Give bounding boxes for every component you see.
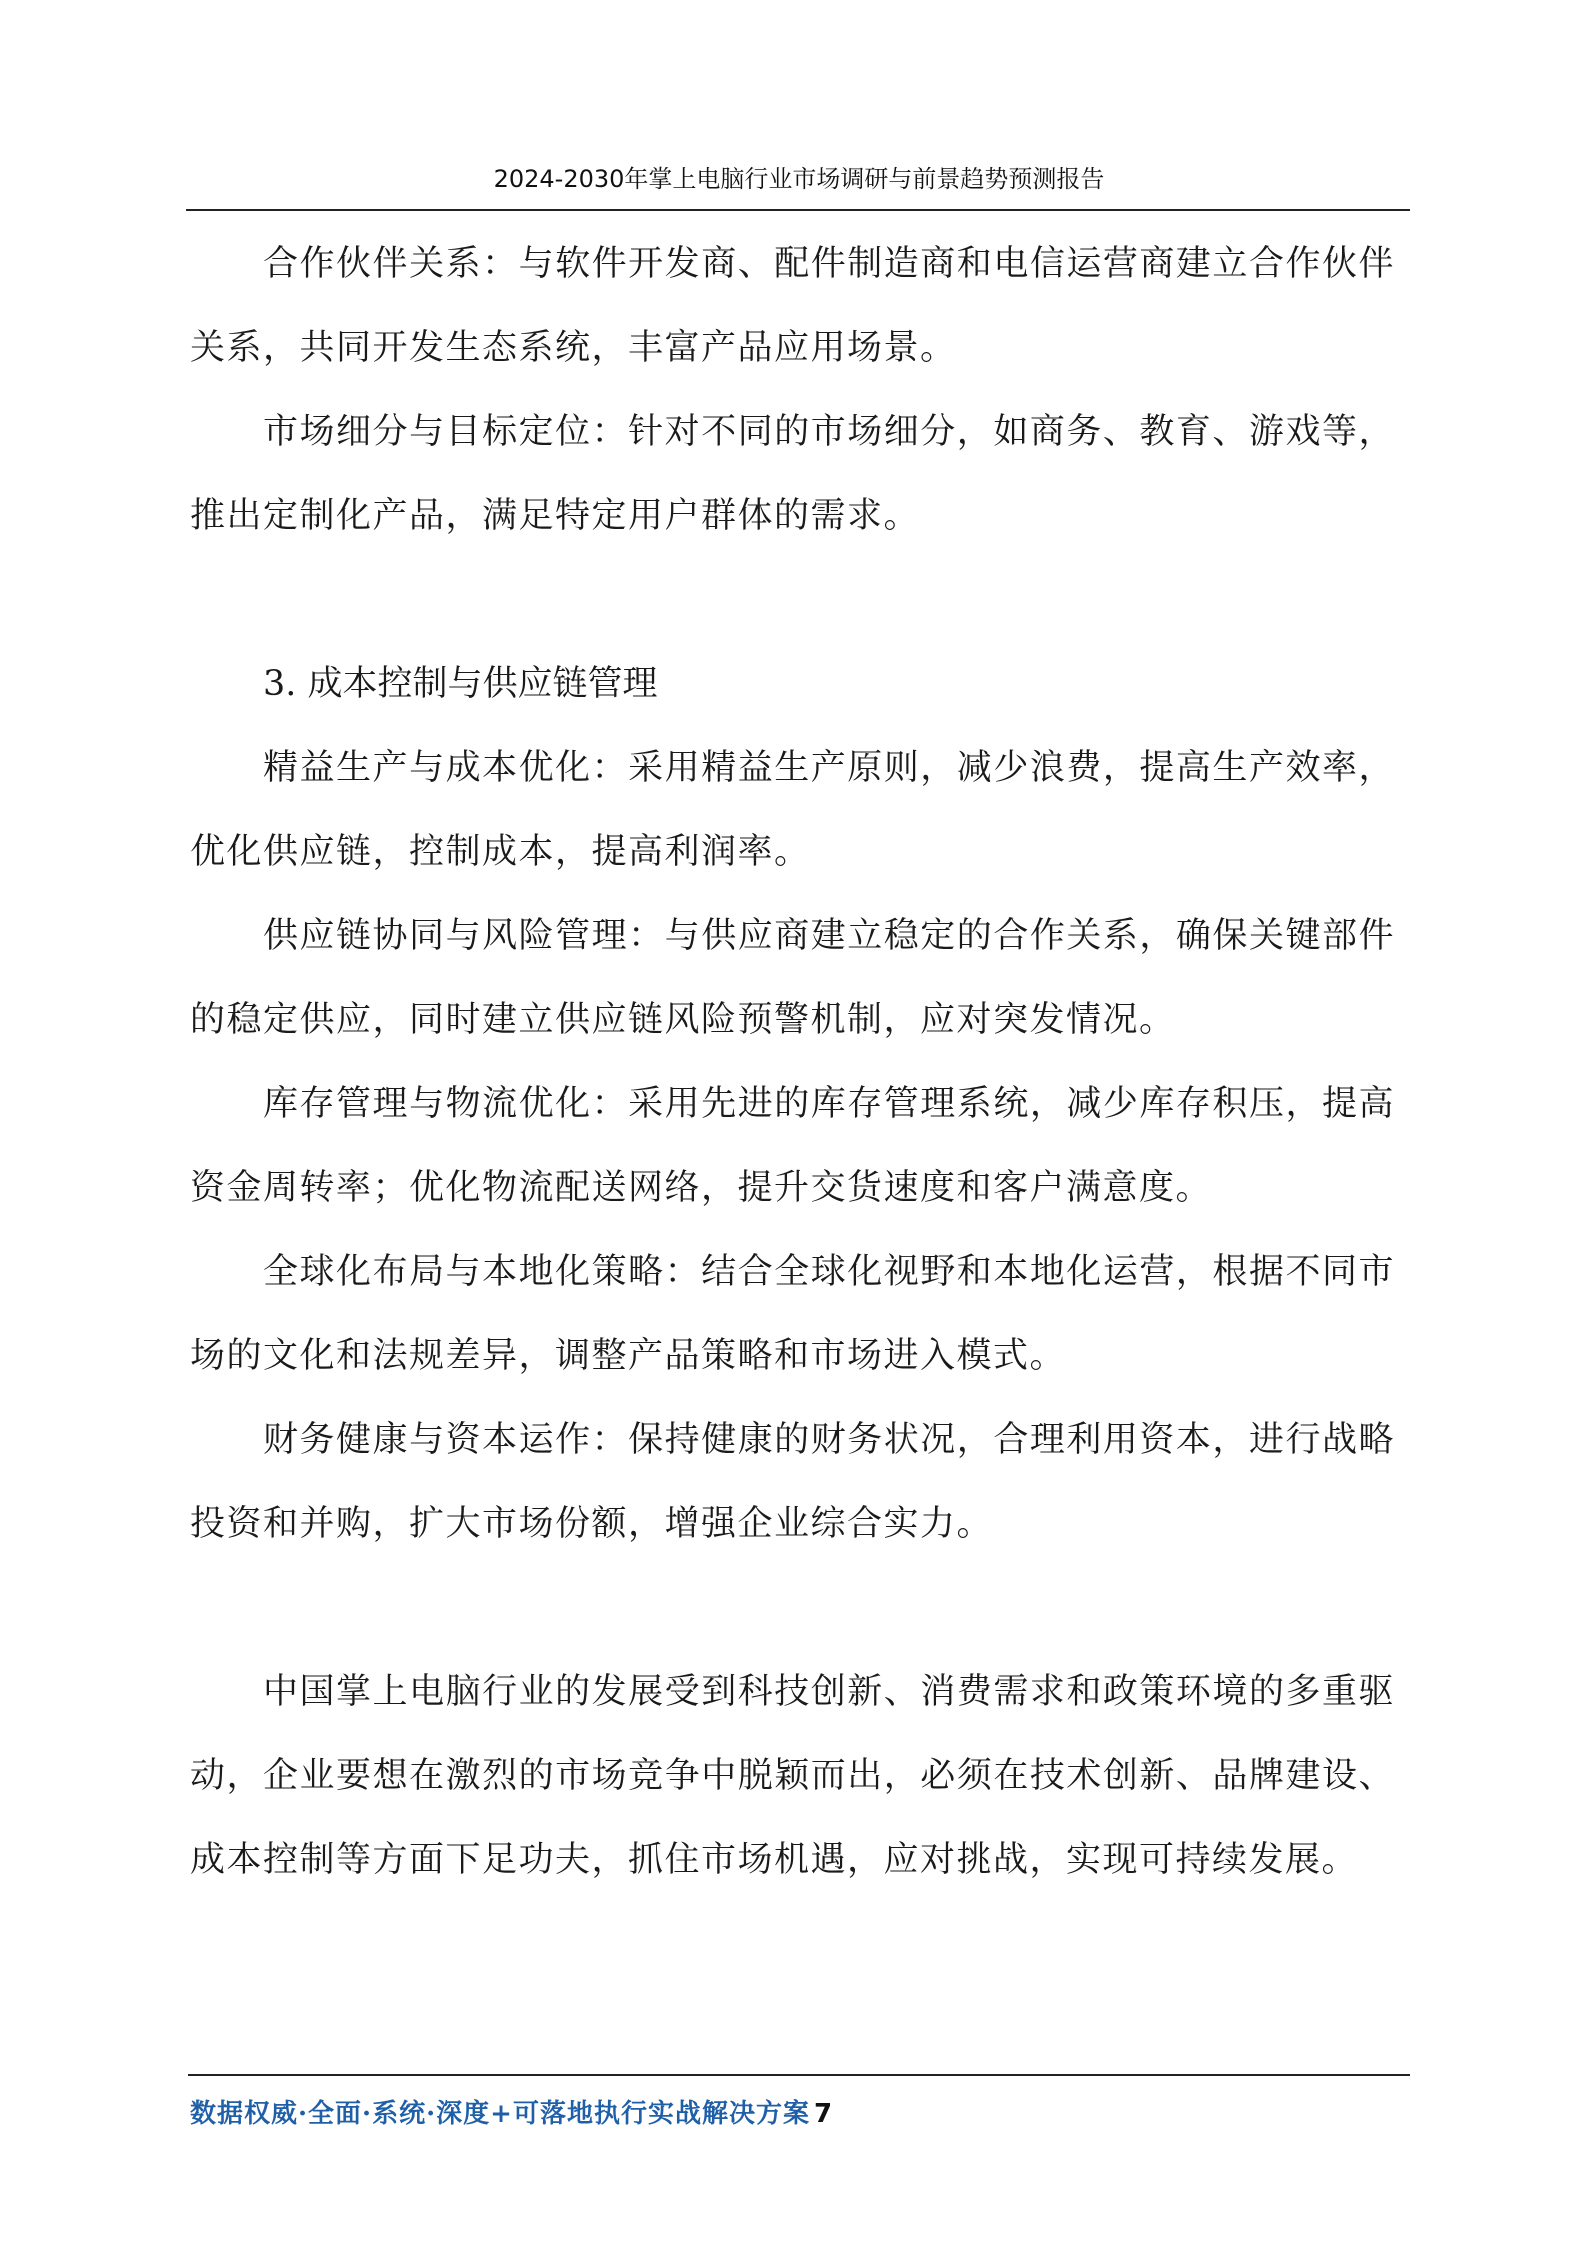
paragraph-inventory-logistics: 库存管理与物流优化：采用先进的库存管理系统，减少库存积压，提高资金周转率；优化物流配送网络，提升交货速度和客户满意度。 bbox=[190, 1084, 1395, 1208]
paragraph-lean-production: 精益生产与成本优化：采用精益生产原则，减少浪费，提高生产效率，优化供应链，控制成本，提高利润率。 bbox=[190, 748, 1395, 872]
paragraph-globalization: 全球化布局与本地化策略：结合全球化视野和本地化运营，根据不同市场的文化和法规差异，调整产品策略和市场进入模式。 bbox=[190, 1252, 1395, 1376]
page-footer bbox=[190, 2096, 833, 2132]
paragraph-partnerships: 合作伙伴关系：与软件开发商、配件制造商和电信运营商建立合作伙伴关系，共同开发生态系统，丰富产品应用场景。 bbox=[190, 244, 1395, 368]
page-number: 7 bbox=[813, 2099, 834, 2129]
document-body bbox=[190, 222, 1395, 1902]
paragraph-market-segmentation: 市场细分与目标定位：针对不同的市场细分，如商务、教育、游戏等，推出定制化产品，满足特定用户群体的需求。 bbox=[190, 412, 1395, 536]
paragraph-conclusion: 中国掌上电脑行业的发展受到科技创新、消费需求和政策环境的多重驱动，企业要想在激烈的市场竞争中脱颖而出，必须在技术创新、品牌建设、成本控制等方面下足功夫，抓住市场机遇，应对挑战，实现可持续发展。 bbox=[190, 1672, 1395, 1880]
footer-divider bbox=[188, 2074, 1410, 2076]
paragraph-supply-chain-risk: 供应链协同与风险管理：与供应商建立稳定的合作关系，确保关键部件的稳定供应，同时建立供应链风险预警机制，应对突发情况。 bbox=[190, 916, 1395, 1040]
page-header-title: 2024-2030年掌上电脑行业市场调研与前景趋势预测报告 bbox=[493, 165, 1105, 193]
footer-tagline: 数据权威·全面·系统·深度+可落地执行实战解决方案 bbox=[190, 2099, 810, 2129]
section-heading: 3. 成本控制与供应链管理 bbox=[263, 664, 658, 704]
paragraph-financial-health: 财务健康与资本运作：保持健康的财务状况，合理利用资本，进行战略投资和并购，扩大市场份额，增强企业综合实力。 bbox=[190, 1420, 1395, 1544]
paragraph-spacer bbox=[190, 1566, 1395, 1650]
header-divider bbox=[186, 209, 1410, 211]
paragraph-spacer bbox=[190, 558, 1395, 642]
